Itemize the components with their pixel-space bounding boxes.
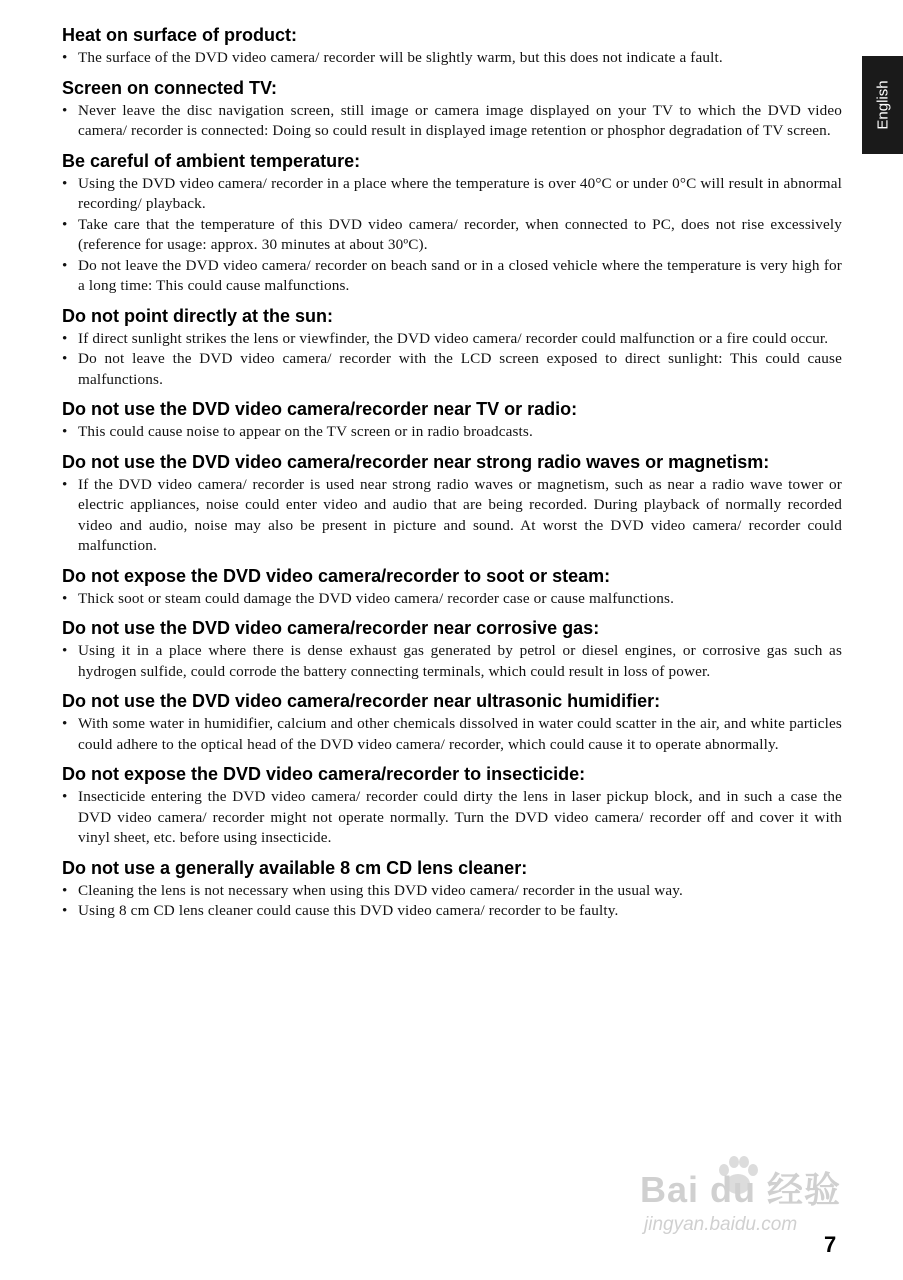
- section: [62, 24, 842, 69]
- section-heading: Do not use the DVD video camera/recorder near corrosive gas:: [62, 618, 600, 638]
- bullet-item: • Do not leave the DVD video camera/ recorder on beach sand or in a closed vehicle where the temperature is very high for a long time: This could cause malfunctions.: [62, 256, 842, 297]
- section: [62, 565, 842, 610]
- section: [62, 305, 842, 391]
- bullet-list: [62, 329, 842, 391]
- bullet-item: • Do not leave the DVD video camera/ recorder with the LCD screen exposed to direct sunlight: This could cause malfunctions.: [62, 349, 842, 390]
- bullet-item: • If direct sunlight strikes the lens or viewfinder, the DVD video camera/ recorder could malfunction or a fire could occur.: [62, 329, 842, 350]
- bullet-item: • Thick soot or steam could damage the DVD video camera/ recorder case or cause malfunctions.: [62, 589, 842, 610]
- page-content: [62, 24, 842, 930]
- bullet-list: [62, 475, 842, 557]
- section: [62, 398, 842, 443]
- section: [62, 451, 842, 557]
- section: [62, 150, 842, 297]
- section: [62, 77, 842, 142]
- bullet-list: [62, 589, 842, 610]
- section: [62, 690, 842, 755]
- section-heading: Do not use the DVD video camera/recorder near strong radio waves or magnetism:: [62, 451, 770, 472]
- watermark-url: jingyan.baidu.com: [644, 1214, 798, 1235]
- section-heading: Do not expose the DVD video camera/recorder to soot or steam:: [62, 565, 611, 586]
- bullet-item: • Take care that the temperature of this DVD video camera/ recorder, when connected to PC, does not rise excessively (reference for usage: approx. 30 minutes at about 30ºC).: [62, 215, 842, 256]
- bullet-item: • With some water in humidifier, calcium and other chemicals dissolved in water could scatter in the air, and white particles could adhere to the optical head of the DVD video camera/ recorder, which could cause it to operate abnormally.: [62, 714, 842, 755]
- page-number: 7: [824, 1232, 837, 1257]
- section-heading: Do not use the DVD video camera/recorder near TV or radio:: [62, 399, 578, 419]
- section-heading: Do not expose the DVD video camera/recorder to insecticide:: [62, 764, 586, 784]
- bullet-item: • Using the DVD video camera/ recorder in a place where the temperature is over 40°C or under 0°C will result in abnormal recording/ playback.: [62, 174, 842, 215]
- bullet-list: [62, 787, 842, 849]
- section-heading: Be careful of ambient temperature:: [62, 150, 361, 171]
- section-heading: Do not use the DVD video camera/recorder near ultrasonic humidifier:: [62, 691, 661, 711]
- bullet-item: • If the DVD video camera/ recorder is used near strong radio waves or magnetism, such as near a radio wave tower or electric appliances, noise could enter video and audio that are being recorded. During playback of normally recorded video and audio, noise may also be present in picture and sound. At worst the DVD video camera/ recorder could malfunction.: [62, 475, 842, 557]
- bullet-item: • The surface of the DVD video camera/ recorder will be slightly warm, but this does not indicate a fault.: [62, 48, 842, 69]
- section: [62, 857, 842, 922]
- section-heading: Screen on connected TV:: [62, 77, 278, 98]
- bullet-list: [62, 714, 842, 755]
- bullet-item: • Never leave the disc navigation screen, still image or camera image displayed on your TV to which the DVD video camera/ recorder is connected: Doing so could result in displayed image retention or phosphor degradation of TV screen.: [62, 101, 842, 142]
- section-heading: Do not point directly at the sun:: [62, 305, 333, 326]
- bullet-list: [62, 422, 842, 443]
- language-tab: [862, 56, 903, 154]
- watermark-brand: Bai du 经验: [640, 1169, 842, 1210]
- section: [62, 763, 842, 849]
- bullet-item: • Using it in a place where there is dense exhaust gas generated by petrol or diesel engines, or corrosive gas such as hydrogen sulfide, could corrode the battery connecting terminals, which could result in loss of power.: [62, 641, 842, 682]
- language-tab-label: English: [874, 80, 891, 130]
- bullet-list: [62, 48, 842, 69]
- section: [62, 617, 842, 682]
- bullet-list: [62, 641, 842, 682]
- bullet-item: • Using 8 cm CD lens cleaner could cause this DVD video camera/ recorder to be faulty.: [62, 901, 842, 922]
- section-heading: Heat on surface of product:: [62, 25, 298, 45]
- bullet-list: [62, 101, 842, 142]
- bullet-list: [62, 881, 842, 922]
- bullet-item: • Insecticide entering the DVD video camera/ recorder could dirty the lens in laser pickup block, and in such a case the DVD video camera/ recorder might not operate normally. Turn the DVD video camera/ recorder off and cover it with vinyl sheet, etc. before using insecticide.: [62, 787, 842, 849]
- bullet-item: • This could cause noise to appear on the TV screen or in radio broadcasts.: [62, 422, 842, 443]
- section-heading: Do not use a generally available 8 cm CD lens cleaner:: [62, 857, 528, 878]
- bullet-list: [62, 174, 842, 297]
- watermark: [640, 1150, 850, 1245]
- bullet-item: • Cleaning the lens is not necessary when using this DVD video camera/ recorder in the usual way.: [62, 881, 842, 902]
